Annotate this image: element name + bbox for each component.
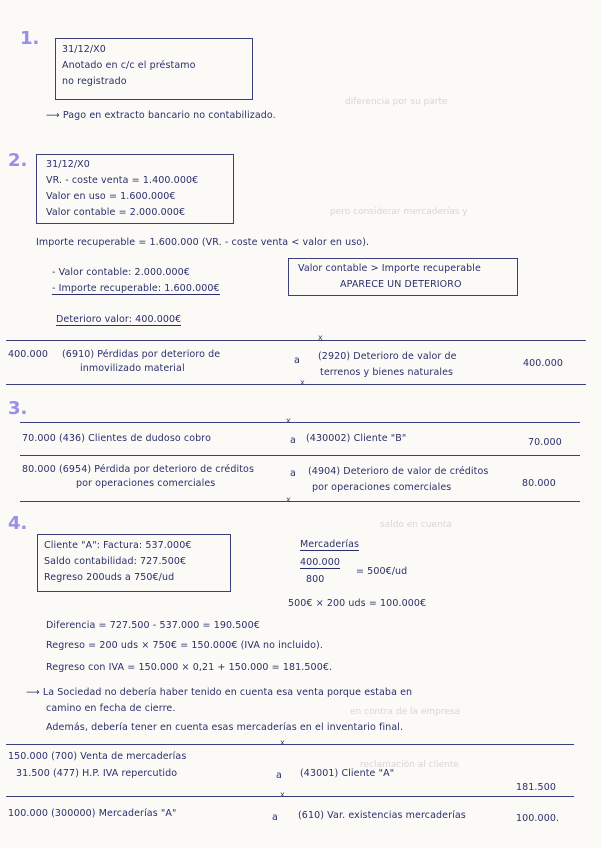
journal-debit-account: inmovilizado material [80, 363, 185, 374]
mercaderias-title: Mercaderías [300, 539, 360, 550]
bleed-text: diferencia por su parte [345, 97, 448, 107]
journal-debit-amount: 400.000 [8, 349, 48, 360]
journal-x-mark: x [280, 738, 285, 747]
journal-a: a [272, 812, 278, 823]
section4-box-line: Regreso 200uds a 750€/ud [44, 572, 175, 583]
journal-credit-account: (430002) Cliente "B" [306, 433, 407, 444]
journal-line [20, 455, 580, 456]
diferencia: Diferencia = 727.500 - 537.000 = 190.500€ [46, 620, 260, 631]
journal-debit-row: 100.000 (300000) Mercaderías "A" [8, 808, 177, 819]
section1-box-line: no registrado [62, 76, 127, 87]
journal-debit-row: 80.000 (6954) Pérdida por deterioro de créditos [22, 464, 254, 475]
journal-x-mark: x [286, 495, 291, 504]
paragraph-note: Además, debería tener en cuenta esas mercaderías en el inventario final. [46, 722, 404, 733]
bleed-text: en contra de la empresa [350, 707, 461, 717]
journal-x-mark: x [300, 378, 305, 387]
bleed-text: saldo en cuenta [380, 520, 452, 530]
section2-box2-line: APARECE UN DETERIORO [340, 279, 462, 290]
journal-line [20, 501, 580, 502]
importe-recuperable-line: - Importe recuperable: 1.600.000€ [52, 283, 220, 294]
journal-line [6, 744, 574, 745]
journal-line [6, 340, 586, 341]
valor-contable: - Valor contable: 2.000.000€ [52, 267, 190, 278]
journal-x-mark: x [280, 790, 285, 799]
fraction-numerator: 400.000 [300, 557, 340, 568]
section-number-1: 1. [20, 28, 40, 49]
journal-line [6, 796, 574, 797]
journal-credit-account: (2920) Deterioro de valor de [318, 351, 457, 362]
deterioro-valor: Deterioro valor: 400.000€ [56, 314, 182, 325]
journal-credit-account: (610) Var. existencias mercaderías [298, 810, 466, 821]
journal-debit-row: 150.000 (700) Venta de mercaderías [8, 751, 187, 762]
section2-box-line: VR. - coste venta = 1.400.000€ [46, 175, 199, 186]
section2-box-line: Valor en uso = 1.600.000€ [46, 191, 176, 202]
section-number-3: 3. [8, 398, 28, 419]
section1-box-line: Anotado en c/c el préstamo [62, 60, 196, 71]
journal-credit-account: por operaciones comerciales [312, 482, 452, 493]
paragraph-note: camino en fecha de cierre. [46, 703, 176, 714]
journal-credit-account: (43001) Cliente "A" [300, 768, 395, 779]
section2-box2-line: Valor contable > Importe recuperable [298, 263, 481, 274]
journal-credit-amount: 80.000 [522, 478, 556, 489]
journal-credit-account: terrenos y bienes naturales [320, 367, 454, 378]
journal-credit-amount: 400.000 [523, 358, 563, 369]
journal-debit-account: (6910) Pérdidas por deterioro de [62, 349, 221, 360]
section-number-4: 4. [8, 513, 28, 534]
mercaderias-calc: 500€ × 200 uds = 100.000€ [288, 598, 427, 609]
section-number-2: 2. [8, 150, 28, 171]
section2-date: 31/12/X0 [46, 159, 90, 170]
journal-a: a [294, 355, 300, 366]
regreso-iva: Regreso con IVA = 150.000 × 0,21 + 150.000 = 181.500€. [46, 662, 333, 673]
section1-date: 31/12/X0 [62, 44, 106, 55]
journal-a: a [276, 770, 282, 781]
bleed-text: reclamación al cliente [360, 760, 459, 770]
journal-a: a [290, 435, 296, 446]
journal-credit-account: (4904) Deterioro de valor de créditos [308, 466, 489, 477]
section2-box-line: Valor contable = 2.000.000€ [46, 207, 186, 218]
regreso: Regreso = 200 uds × 750€ = 150.000€ (IVA no incluido). [46, 640, 323, 651]
journal-credit-amount: 181.500 [516, 782, 556, 793]
journal-debit-row: 70.000 (436) Clientes de dudoso cobro [22, 433, 211, 444]
importe-recuperable: Importe recuperable = 1.600.000 (VR. - coste venta < valor en uso). [36, 237, 370, 248]
section4-box-line: Cliente "A": Factura: 537.000€ [44, 540, 192, 551]
journal-debit-row: por operaciones comerciales [76, 478, 216, 489]
section4-box-line: Saldo contabilidad: 727.500€ [44, 556, 187, 567]
journal-credit-amount: 100.000. [516, 813, 560, 824]
fraction-result: = 500€/ud [356, 566, 408, 577]
paragraph-note: ⟶ La Sociedad no debería haber tenido en cuenta esa venta porque estaba en [26, 687, 413, 698]
journal-line [6, 384, 586, 385]
journal-x-mark: x [318, 333, 323, 342]
bleed-text: pero considerar mercaderías y [330, 207, 468, 217]
journal-a: a [290, 468, 296, 479]
journal-x-mark: x [286, 416, 291, 425]
journal-debit-row: 31.500 (477) H.P. IVA repercutido [16, 768, 178, 779]
fraction-denominator: 800 [306, 574, 325, 585]
journal-line [20, 422, 580, 423]
journal-credit-amount: 70.000 [528, 437, 562, 448]
section1-note: ⟶ Pago en extracto bancario no contabilizado. [46, 110, 276, 121]
